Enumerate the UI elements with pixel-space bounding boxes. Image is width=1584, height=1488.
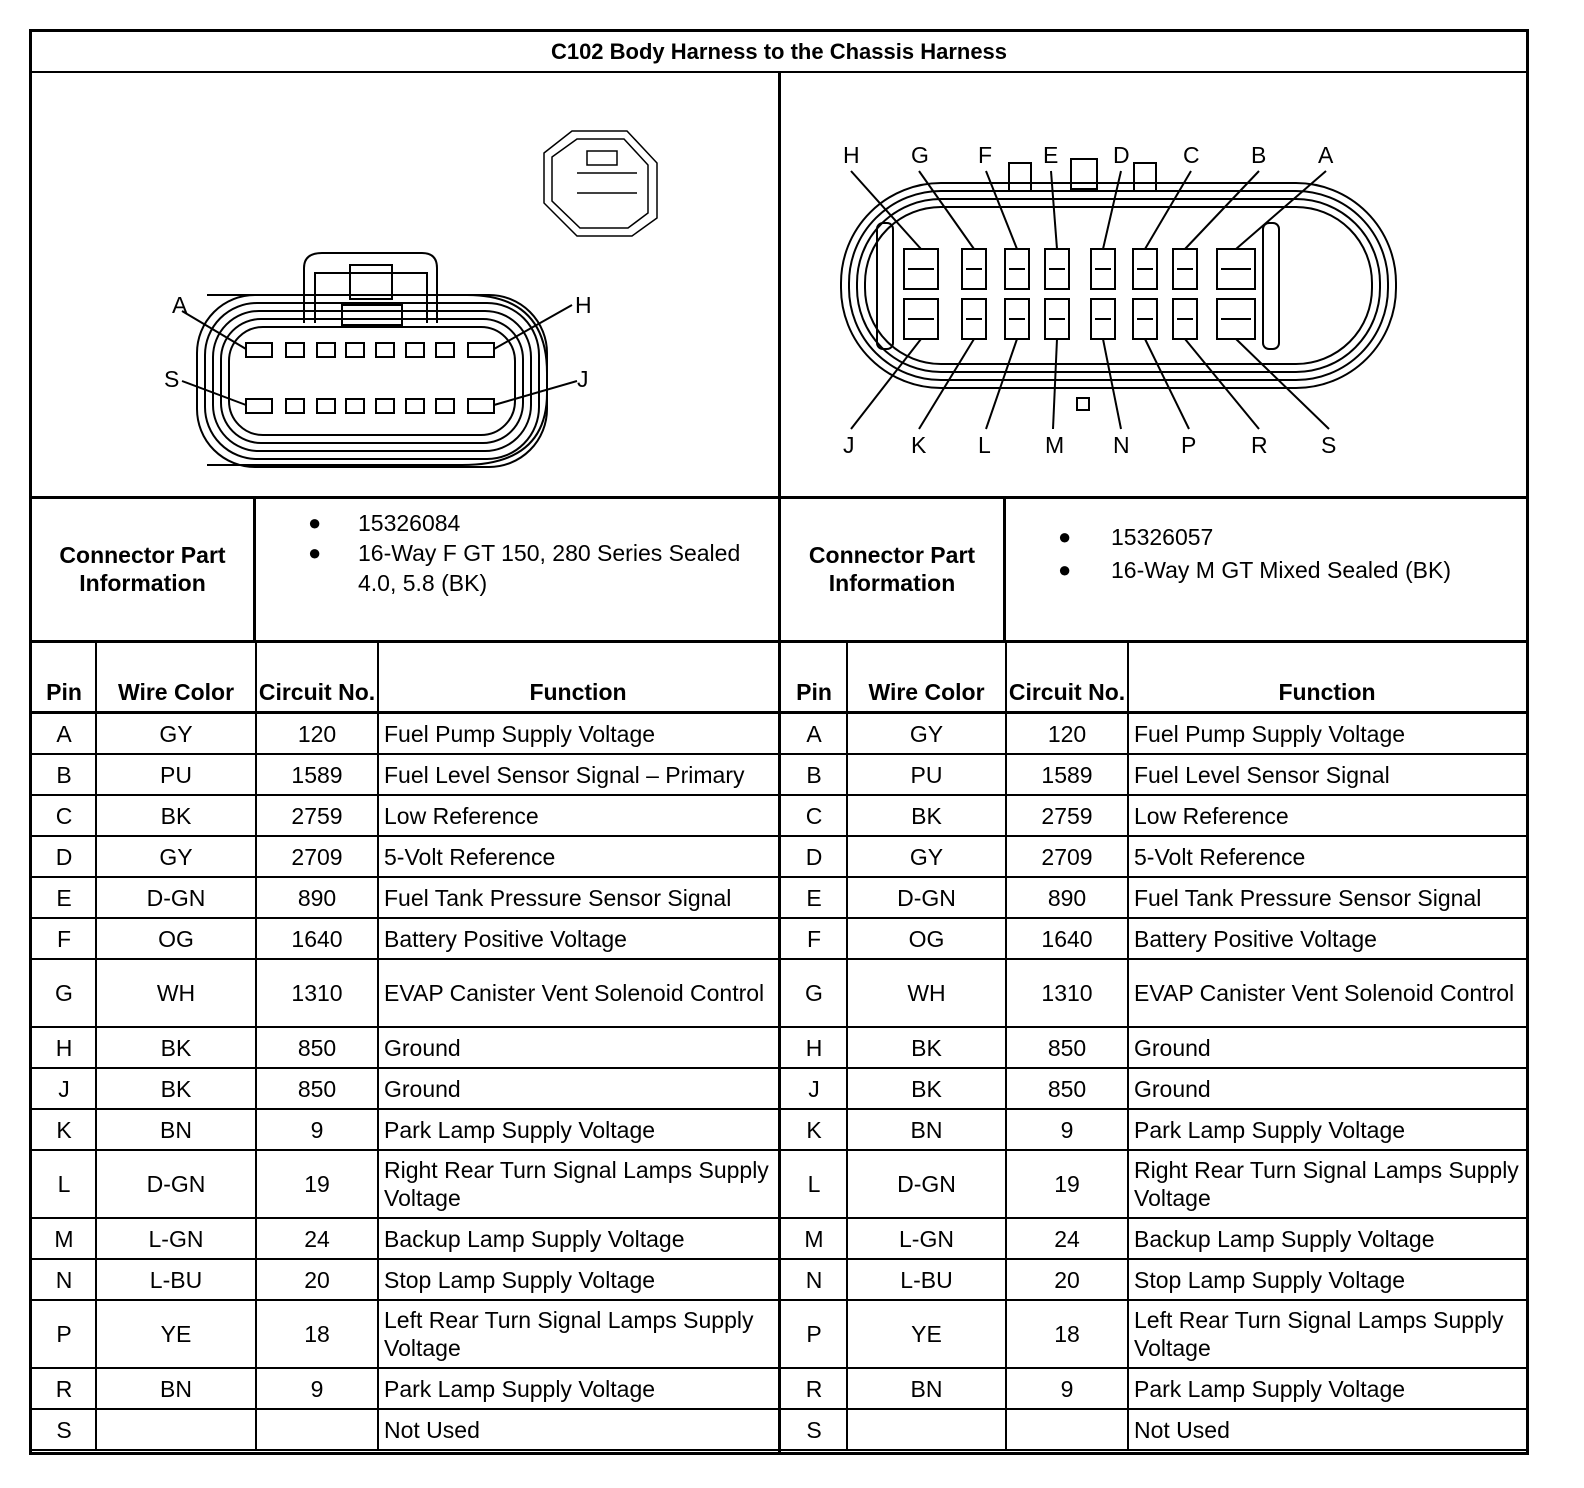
wire-color-cell: D-GN bbox=[897, 1171, 956, 1197]
divider bbox=[846, 642, 848, 1450]
connector-info-list-left bbox=[256, 508, 776, 598]
divider bbox=[95, 642, 97, 1450]
pin-cell: A bbox=[56, 720, 72, 747]
function-cell: EVAP Canister Vent Solenoid Control bbox=[1134, 980, 1515, 1006]
pin-label-top: B bbox=[1251, 142, 1267, 168]
wire-color-cell bbox=[847, 1409, 1006, 1450]
function-cell: Park Lamp Supply Voltage bbox=[1134, 1375, 1406, 1402]
divider bbox=[32, 1449, 778, 1451]
pin-cell: F bbox=[56, 925, 72, 952]
circuit-cell: 850 bbox=[297, 1034, 337, 1061]
column-header-pin: Pin bbox=[46, 679, 82, 705]
function-cell: Fuel Level Sensor Signal bbox=[1134, 761, 1390, 788]
circuit-cell bbox=[1006, 1409, 1128, 1450]
pin-cell: D bbox=[55, 843, 73, 870]
wire-color-cell: YE bbox=[160, 1321, 192, 1347]
pin-label-top: C bbox=[1183, 142, 1200, 168]
wire-color-cell: BK bbox=[160, 1075, 192, 1102]
function-cell: 5-Volt Reference bbox=[384, 843, 556, 870]
pin-label-bottom: K bbox=[911, 432, 927, 458]
circuit-cell: 20 bbox=[304, 1266, 330, 1293]
function-cell: Low Reference bbox=[1134, 802, 1289, 829]
pin-cell: K bbox=[806, 1116, 822, 1143]
wire-color-cell: L-GN bbox=[899, 1225, 954, 1252]
cavities bbox=[904, 249, 1255, 339]
wire-color-cell: PU bbox=[160, 761, 192, 788]
bullet: ● bbox=[1058, 557, 1072, 582]
wire-color-cell: YE bbox=[911, 1321, 942, 1347]
left-connector-diagram bbox=[32, 73, 777, 496]
pin-cell: R bbox=[55, 1375, 73, 1402]
column-header-function: Function bbox=[1278, 679, 1376, 705]
circuit-cell: 120 bbox=[297, 720, 337, 747]
circuit-cell: 1640 bbox=[291, 925, 343, 952]
function-cell: Right Rear Turn Signal Lamps Supply Voltage bbox=[1134, 1157, 1519, 1211]
divider bbox=[32, 496, 1526, 499]
circuit-cell: 20 bbox=[1054, 1266, 1080, 1293]
circuit-cell: 1640 bbox=[1041, 925, 1093, 952]
pin-label-bottom: R bbox=[1251, 432, 1268, 458]
pin-cell: S bbox=[806, 1416, 822, 1443]
circuit-cell: 18 bbox=[304, 1321, 330, 1347]
pin-cell: S bbox=[56, 1416, 72, 1443]
function-cell: Fuel Tank Pressure Sensor Signal bbox=[1134, 884, 1482, 911]
pin-cell: R bbox=[805, 1375, 823, 1402]
wire-color-cell: GY bbox=[909, 720, 944, 747]
wire-color-cell: WH bbox=[156, 980, 196, 1006]
function-cell: Fuel Pump Supply Voltage bbox=[384, 720, 656, 747]
function-cell: Low Reference bbox=[384, 802, 539, 829]
function-cell: Stop Lamp Supply Voltage bbox=[1134, 1266, 1406, 1293]
circuit-cell: 1589 bbox=[1041, 761, 1093, 788]
pin-label-bottom: L bbox=[978, 432, 991, 458]
circuit-cell: 19 bbox=[304, 1171, 330, 1197]
function-cell: Backup Lamp Supply Voltage bbox=[1134, 1225, 1435, 1252]
pin-cell: N bbox=[55, 1266, 73, 1293]
circuit-cell: 1310 bbox=[1041, 980, 1093, 1006]
part-number: 15326057 bbox=[1111, 524, 1214, 550]
column-header-wire-color: Wire Color bbox=[117, 679, 235, 705]
connector-description: 16-Way M GT Mixed Sealed (BK) bbox=[1111, 557, 1451, 583]
pin-label-bottom: P bbox=[1181, 432, 1197, 458]
function-cell: Left Rear Turn Signal Lamps Supply Voltage bbox=[1134, 1307, 1504, 1361]
pin-label-bottom: N bbox=[1113, 432, 1130, 458]
function-cell: Stop Lamp Supply Voltage bbox=[384, 1266, 656, 1293]
wire-color-cell: BK bbox=[160, 802, 192, 829]
wire-color-cell: D-GN bbox=[146, 884, 206, 911]
page-title: C102 Body Harness to the Chassis Harness bbox=[550, 39, 1008, 64]
column-header-function: Function bbox=[529, 679, 627, 705]
circuit-cell: 890 bbox=[297, 884, 337, 911]
divider bbox=[781, 1449, 1526, 1451]
function-cell: Battery Positive Voltage bbox=[384, 925, 627, 952]
pin-label-top: F bbox=[978, 142, 993, 168]
wire-color-cell: PU bbox=[910, 761, 943, 788]
pin-label-top: D bbox=[1113, 142, 1130, 168]
wire-color-cell: OG bbox=[158, 925, 194, 952]
divider bbox=[1127, 642, 1129, 1450]
column-header-circuit: Circuit No. bbox=[1008, 679, 1126, 705]
function-cell: Ground bbox=[384, 1075, 461, 1102]
pin-cell: E bbox=[56, 884, 72, 911]
pin-cell: M bbox=[804, 1225, 824, 1252]
bullet: ● bbox=[308, 540, 322, 565]
function-cell: Battery Positive Voltage bbox=[1134, 925, 1377, 952]
wire-color-cell: BK bbox=[160, 1034, 192, 1061]
pin-cell: G bbox=[805, 980, 823, 1006]
function-cell: Right Rear Turn Signal Lamps Supply Voltage bbox=[384, 1157, 769, 1211]
wire-color-cell: BN bbox=[160, 1116, 192, 1143]
function-cell: Ground bbox=[384, 1034, 461, 1061]
pin-label-bottom: M bbox=[1045, 432, 1065, 458]
part-number: 15326084 bbox=[358, 510, 461, 536]
pin-cell: C bbox=[55, 802, 73, 829]
wire-color-cell: L-BU bbox=[149, 1266, 203, 1293]
bullet: ● bbox=[308, 510, 322, 535]
pin-cell: B bbox=[56, 761, 72, 788]
function-cell: Backup Lamp Supply Voltage bbox=[384, 1225, 685, 1252]
circuit-cell: 19 bbox=[1054, 1171, 1080, 1197]
wire-color-cell: BN bbox=[910, 1116, 943, 1143]
pin-label-top: H bbox=[843, 142, 860, 168]
pin-cell: P bbox=[56, 1321, 72, 1347]
circuit-cell: 120 bbox=[1047, 720, 1087, 747]
wire-color-cell: D-GN bbox=[146, 1171, 206, 1197]
pin-cell: J bbox=[808, 1075, 820, 1102]
connector-info-label-left: Connector Part Information bbox=[59, 542, 226, 596]
divider bbox=[1005, 642, 1007, 1450]
function-cell: Park Lamp Supply Voltage bbox=[384, 1116, 656, 1143]
circuit-cell: 2709 bbox=[1041, 843, 1093, 870]
function-cell: Fuel Pump Supply Voltage bbox=[1134, 720, 1406, 747]
circuit-cell bbox=[256, 1409, 378, 1450]
pin-cell: M bbox=[54, 1225, 74, 1252]
circuit-cell: 1310 bbox=[291, 980, 343, 1006]
pin-cell: F bbox=[806, 925, 822, 952]
wire-color-cell: L-BU bbox=[900, 1266, 953, 1293]
connector-info-list-right bbox=[1006, 522, 1526, 588]
circuit-cell: 2759 bbox=[1041, 802, 1093, 829]
wire-color-cell: BN bbox=[160, 1375, 192, 1402]
pin-label-bottom: S bbox=[1321, 432, 1337, 458]
function-cell: 5-Volt Reference bbox=[1134, 843, 1306, 870]
circuit-cell: 1589 bbox=[291, 761, 343, 788]
pin-cell: D bbox=[805, 843, 823, 870]
circuit-cell: 850 bbox=[1047, 1075, 1087, 1102]
wire-color-cell: BK bbox=[911, 802, 942, 829]
pin-cell: P bbox=[806, 1321, 822, 1347]
function-cell: Ground bbox=[1134, 1034, 1211, 1061]
pin-label-a: A bbox=[172, 292, 188, 318]
wire-color-cell bbox=[96, 1409, 256, 1450]
pin-label-top: G bbox=[911, 142, 929, 168]
circuit-cell: 9 bbox=[1060, 1375, 1074, 1402]
wire-color-cell: GY bbox=[909, 843, 944, 870]
function-cell: Fuel Tank Pressure Sensor Signal bbox=[384, 884, 732, 911]
circuit-cell: 2709 bbox=[291, 843, 343, 870]
connector-description: 16-Way F GT 150, 280 Series Sealed 4.0, 5.8 (BK) bbox=[358, 540, 741, 596]
pin-label-bottom: J bbox=[843, 432, 855, 458]
function-cell: Ground bbox=[1134, 1075, 1211, 1102]
wire-color-cell: BK bbox=[911, 1075, 942, 1102]
divider bbox=[255, 642, 257, 1450]
pin-cell: K bbox=[56, 1116, 72, 1143]
cavities bbox=[246, 343, 494, 413]
column-header-wire-color: Wire Color bbox=[868, 679, 985, 705]
wire-color-cell: GY bbox=[159, 843, 193, 870]
circuit-cell: 850 bbox=[1047, 1034, 1087, 1061]
pin-cell: B bbox=[806, 761, 822, 788]
wire-color-cell: GY bbox=[159, 720, 193, 747]
function-cell: Park Lamp Supply Voltage bbox=[1134, 1116, 1406, 1143]
wire-color-cell: BK bbox=[911, 1034, 942, 1061]
function-cell: Not Used bbox=[384, 1416, 480, 1443]
pin-cell: A bbox=[806, 720, 822, 747]
wire-color-cell: WH bbox=[907, 980, 946, 1006]
pin-label-j: J bbox=[577, 366, 589, 392]
function-cell: Left Rear Turn Signal Lamps Supply Voltage bbox=[384, 1307, 754, 1361]
column-header-circuit: Circuit No. bbox=[258, 679, 376, 705]
pin-cell: E bbox=[806, 884, 822, 911]
wire-color-cell: BN bbox=[910, 1375, 943, 1402]
pin-cell: H bbox=[55, 1034, 73, 1061]
wire-color-cell: D-GN bbox=[897, 884, 956, 911]
function-cell: EVAP Canister Vent Solenoid Control bbox=[384, 980, 765, 1006]
connector-info-label-right: Connector Part Information bbox=[808, 542, 976, 596]
circuit-cell: 890 bbox=[1047, 884, 1087, 911]
circuit-cell: 850 bbox=[297, 1075, 337, 1102]
circuit-cell: 2759 bbox=[291, 802, 343, 829]
column-header-pin: Pin bbox=[796, 679, 832, 705]
pin-cell: C bbox=[805, 802, 823, 829]
bullet: ● bbox=[1058, 524, 1072, 549]
pin-cell: L bbox=[57, 1171, 71, 1197]
pin-cell: N bbox=[805, 1266, 823, 1293]
pin-label-top: A bbox=[1318, 142, 1334, 168]
circuit-cell: 24 bbox=[304, 1225, 330, 1252]
circuit-cell: 18 bbox=[1054, 1321, 1080, 1347]
function-cell: Not Used bbox=[1134, 1416, 1230, 1443]
connector-thumbnail-icon bbox=[544, 131, 657, 236]
circuit-cell: 9 bbox=[310, 1116, 324, 1143]
wire-color-cell: OG bbox=[908, 925, 945, 952]
pin-cell: H bbox=[805, 1034, 823, 1061]
function-cell: Park Lamp Supply Voltage bbox=[384, 1375, 656, 1402]
pin-label-top: E bbox=[1043, 142, 1059, 168]
circuit-cell: 9 bbox=[310, 1375, 324, 1402]
pin-label-s: S bbox=[164, 366, 180, 392]
right-connector-diagram bbox=[781, 73, 1526, 496]
divider bbox=[377, 642, 379, 1450]
circuit-cell: 24 bbox=[1054, 1225, 1080, 1252]
wire-color-cell: L-GN bbox=[148, 1225, 204, 1252]
pin-cell: L bbox=[807, 1171, 821, 1197]
circuit-cell: 9 bbox=[1060, 1116, 1074, 1143]
pin-label-h: H bbox=[575, 292, 592, 318]
pin-cell: G bbox=[55, 980, 73, 1006]
function-cell: Fuel Level Sensor Signal – Primary bbox=[384, 761, 745, 788]
pin-cell: J bbox=[58, 1075, 70, 1102]
